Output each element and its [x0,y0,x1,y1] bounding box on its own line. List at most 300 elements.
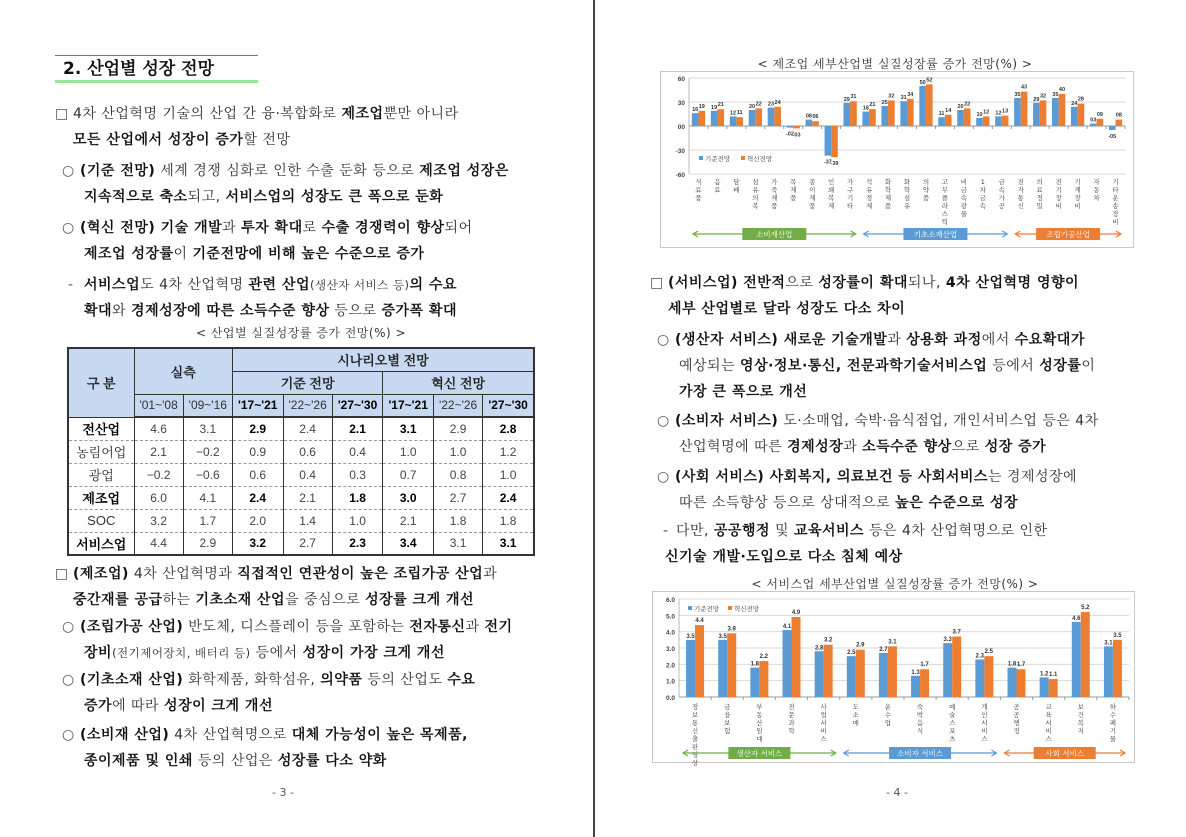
category-label: 화 [884,178,892,186]
period-header: '17~'21 [232,394,283,417]
category-label: 무 [941,186,949,194]
category-label: 신 [691,727,699,735]
category-label: 타 [846,202,854,210]
bar-value-label: 2.9 [856,642,865,649]
bar-value-label: 43 [1020,84,1028,91]
y-tick-label: 4.0 [665,629,675,637]
bar-baseline [1033,103,1040,126]
category-label: 장 [1112,210,1119,218]
category-label: 품 [771,202,778,210]
table-cell: 0.7 [383,463,434,486]
bar-value-label: 14 [945,107,952,114]
category-label: 의 [752,194,759,202]
category-label: 부 [756,703,763,711]
bar-value-label: 4.4 [695,618,704,625]
category-label: 제 [865,202,873,210]
circle-bullet-icon: ○ [62,220,75,236]
table-cell: 2.1 [134,440,183,463]
category-label: 품 [790,194,797,202]
header-actual: 실측 [134,348,232,394]
category-label: 소 [852,711,859,719]
bar-innovation [755,108,762,126]
category-label: 제 [790,186,797,194]
bar-baseline [730,116,737,126]
paragraph-materials: ○ (기초소재 산업) 화학제품, 화학섬유, 의약품 등의 산업도 수요 증가에 따라 성장이 크게 개선 [62,667,542,719]
bar-value-label: 1.8 [1007,661,1017,668]
bar-baseline [847,656,856,697]
bar-baseline [749,110,756,126]
category-label: 비 [1074,202,1081,210]
category-label: 물 [960,210,968,218]
period-header: '01~'08 [134,394,183,417]
paragraph-public-education-note: - 다만, 공공행정 및 교육서비스 등은 4차 산업혁명으로 인한 신기술 개발·도입으로 다소 침체 예상 [663,518,1138,570]
bar-value-label: 3.1 [1104,640,1113,647]
category-label: 화 [903,178,911,186]
table-cell: −0.6 [183,463,232,486]
bar-value-label: -37 [823,159,832,166]
bar-baseline [911,676,920,697]
bar-innovation [727,633,736,697]
category-label: 전 [788,703,795,711]
category-label: 섬 [752,178,759,186]
row-label: 제조업 [68,486,134,509]
table-cell: 2.7 [433,486,482,509]
bar-value-label: 35 [1052,92,1059,98]
category-label: 제 [771,194,778,202]
category-label: 신 [1017,202,1024,210]
paragraph-consumer-goods: ○ (소비재 산업) 4차 산업혁명으로 대체 가능성이 높은 목제품, 종이제품 및 인쇄 등의 산업은 성장률 다소 약화 [62,722,542,774]
category-label: 과 [788,719,795,727]
bar-innovation [824,645,833,697]
category-label: 제 [884,194,892,202]
category-label: 금 [960,186,968,194]
bar-value-label: 13 [1002,108,1009,115]
category-label: 장 [1074,194,1081,202]
page-number: - 3 - [272,786,294,799]
category-label: 육 [1045,711,1052,719]
bar-innovation [920,669,929,697]
bar-innovation [812,121,819,126]
legend-label: 기준전망 [705,155,731,163]
table-cell: −0.2 [134,463,183,486]
table-cell: −0.2 [183,440,232,463]
category-label: 약 [922,186,930,194]
category-label: 비 [1112,218,1119,226]
category-label: 건 [1077,711,1084,719]
bar-baseline [976,118,983,126]
bar-baseline [768,108,775,126]
category-label: 품 [809,202,816,210]
category-label: 비 [1045,727,1052,735]
category-label: 쇄 [828,186,835,194]
bar-value-label: 11 [736,110,743,117]
legend-label: 혁신전망 [734,605,760,613]
category-label: 서 [981,719,988,727]
bar-value-label: 06 [812,114,819,121]
category-label: 임 [756,727,763,735]
table-cell: 3.1 [433,532,482,555]
category-label: 자 [1017,186,1024,194]
bar-baseline [957,110,964,126]
bar-value-label: 09 [1096,111,1103,118]
table-row [68,417,534,440]
table-cell: 2.8 [483,417,534,440]
category-label: 보 [1077,703,1084,711]
bar-innovation [1081,612,1090,697]
bar-value-label: 25 [881,100,888,106]
bar-innovation [1059,94,1066,126]
bar-baseline [1109,126,1116,130]
category-label: 스 [941,210,949,218]
category-label: 금 [724,703,731,711]
table-row [68,509,534,532]
category-label: 비 [960,178,968,186]
paragraph-assembly: ○ (조립가공 산업) 반도체, 디스플레이 등을 포함하는 전자통신과 전기 장비(전기제어장치, 배터리 등) 등에서 성장이 가장 크게 개선 [62,614,542,666]
bar-value-label: 2.7 [879,646,888,653]
bar-innovation [945,115,952,126]
bar-value-label: 24 [774,99,781,106]
y-tick-label: 0.0 [665,695,675,702]
table-cell: 1.7 [183,509,232,532]
paragraph-social-services: ○ (사회 서비스) 사회복지, 의료보건 등 사회서비스는 경제성장에 따른 소득향상 등으로 상대적으로 높은 수준으로 성장 [657,464,1137,516]
dash-bullet-icon: - [663,523,669,539]
table-cell: 0.4 [283,463,332,486]
table-cell: 1.8 [433,509,482,532]
y-tick-label: 5.0 [665,613,675,621]
category-label: 제 [809,194,816,202]
page-4 [595,0,1186,837]
bar-value-label: 20 [957,104,964,110]
bar-baseline [900,101,907,126]
bar-baseline [879,653,888,697]
bar-baseline [995,116,1002,126]
group-label: 기초소재산업 [913,230,958,239]
bar-value-label: 29 [843,96,850,103]
category-label: 송 [1112,202,1119,210]
bar-value-label: 21 [869,102,876,109]
category-label: 보 [724,719,731,727]
y-tick-label: -60 [675,172,685,179]
category-label: 포 [949,727,956,735]
bar-baseline [787,126,794,128]
bar-innovation [850,101,857,126]
bar-innovation [952,637,961,697]
category-label: 서 [1045,719,1052,727]
table-cell: 2.1 [283,486,332,509]
category-label: 매 [852,719,859,727]
category-label: 업 [884,719,892,727]
bar-baseline [938,117,945,126]
category-label: 전 [1017,178,1024,186]
row-label: 광업 [68,463,134,486]
y-tick-label: 1.0 [665,678,675,686]
category-label: 개 [981,703,988,711]
bar-baseline [1104,646,1113,697]
category-label: 인 [828,178,835,186]
bar-innovation [1017,669,1026,697]
category-label: 자 [1093,178,1100,186]
category-label: 차 [979,186,986,194]
period-header: '17~'21 [383,394,434,417]
bar-value-label: 50 [919,80,926,86]
bar-value-label: 35 [1014,92,1021,98]
category-label: 료 [695,186,702,194]
bar-innovation [774,107,781,126]
bar-innovation [1002,116,1009,126]
paragraph-manufacturing: □ (제조업) 4차 산업혁명과 직접적인 연관성이 높은 조립가공 산업과 중간재를 공급하는 기초소재 산업을 중심으로 성장률 크게 개선 [55,561,545,613]
paragraph-baseline-outlook: ○ (기준 전망) 세계 경쟁 심화로 인한 수출 둔화 등으로 제조업 성장은 지속적으로 축소되고, 서비스업의 성장도 큰 폭으로 둔화 [62,158,542,210]
bar-value-label: 1.7 [920,662,929,669]
table-row [68,532,534,555]
bar-baseline [881,106,888,126]
category-label: 츠 [949,735,956,743]
category-label: 차 [1093,194,1100,202]
bar-value-label: 23 [767,101,775,108]
category-label: 배 [733,186,740,194]
bar-value-label: 11 [938,111,945,118]
category-label: 동 [1093,186,1100,194]
bar-innovation [907,99,914,126]
category-label: 종 [809,178,816,186]
chart2-caption: < 서비스업 세부산업별 실질성장률 증가 전망(%) > [751,577,1039,591]
table-cell: 0.4 [332,440,383,463]
y-tick-label: 30 [677,100,685,107]
bar-value-label: 2.2 [759,654,769,661]
bar-value-label: 1.2 [1039,671,1049,678]
bar-value-label: 31 [900,95,907,102]
category-label: 공 [1013,703,1020,711]
paragraph-services: □ (서비스업) 전반적으로 성장률이 확대되나, 4차 산업혁명 영향이 세부 산업별로 달라 성장도 다소 차이 [650,270,1140,322]
category-label: 영 [691,751,699,759]
period-header: '27~'30 [483,394,534,417]
category-label: 숙 [916,703,924,711]
bar-value-label: 08 [805,113,812,120]
category-label: 장 [1055,194,1062,202]
legend-label: 혁신전망 [747,155,773,163]
bar-value-label: 19 [698,103,705,110]
bar-value-label: 1.8 [750,661,760,668]
bar-value-label: 24 [1071,100,1078,107]
table-cell: 6.0 [134,486,183,509]
bar-innovation [984,656,993,697]
bar-value-label: 10 [976,112,983,118]
bar-baseline [1014,98,1021,126]
category-label: 품 [884,202,892,210]
bar-value-label: 29 [1033,96,1040,103]
bar-value-label: 1.1 [1048,672,1058,679]
square-bullet-icon: □ [55,566,69,582]
category-label: 밀 [1036,202,1043,210]
table-cell: 1.8 [332,486,383,509]
category-label: 음 [916,719,924,727]
manufacturing-chart [660,71,1134,248]
bar-baseline [1008,668,1017,697]
category-label: 복 [752,202,759,210]
manufacturing-bar-chart [661,72,1133,247]
bar-value-label: 12 [730,110,737,117]
bar-value-label: 40 [1058,87,1066,93]
category-label: 수 [1109,711,1117,719]
category-label: 담 [733,178,740,186]
group-label: 소비재산업 [756,230,793,239]
bar-value-label: 20 [748,104,756,110]
category-label: 료 [714,186,721,194]
bar-value-label: 5.2 [1081,605,1090,612]
page-number: - 4 - [886,786,908,799]
bar-value-label: 03 [1090,117,1097,124]
bar-value-label: 3.7 [952,629,961,636]
category-label: 학 [884,186,892,194]
table-cell: 1.8 [483,509,534,532]
table-cell: 2.1 [383,509,434,532]
category-label: 유 [865,186,873,194]
category-label: 예 [949,703,956,711]
category-label: 대 [756,735,763,743]
category-label: 비 [1055,202,1062,210]
category-label: 계 [1074,186,1081,194]
category-label: 음 [714,178,721,186]
bar-value-label: 4.6 [1072,615,1081,622]
table-cell: 0.6 [232,463,283,486]
y-tick-label: 00 [677,124,685,131]
table-cell: 2.4 [283,417,332,440]
category-label: 석 [865,178,873,186]
bar-value-label: 3.2 [823,637,833,644]
row-label: 서비스업 [68,532,134,555]
table-cell: 1.0 [433,440,482,463]
bar-value-label: 28 [1077,96,1084,103]
category-label: 교 [1045,703,1052,711]
category-label: 통 [1017,194,1024,202]
section-title: 2. 산업별 성장 전망 [55,55,258,83]
bar-innovation [1021,92,1028,126]
category-label: 출 [691,735,699,743]
header-innovation: 혁신 전망 [383,371,534,394]
bar-value-label: 21 [717,102,724,109]
bar-value-label: 1.3 [911,669,920,676]
category-label: 가 [771,178,778,186]
chart1-caption: < 제조업 세부산업별 실질성장률 증가 전망(%) > [757,57,1033,71]
bar-innovation [926,84,933,126]
category-label: 속 [960,194,968,202]
category-label: 서 [820,719,827,727]
bar-baseline [718,640,727,697]
period-header: '09~'16 [183,394,232,417]
bar-value-label: 4.9 [791,609,801,616]
table-cell: 4.1 [183,486,232,509]
bar-value-label: 3.5 [718,633,727,640]
table-cell: 3.0 [383,486,434,509]
square-bullet-icon: □ [650,275,664,291]
bar-value-label: 16 [692,107,699,114]
category-label: 식 [916,727,924,735]
category-label: 비 [820,727,827,735]
bar-value-label: 3.9 [727,626,736,633]
group-label: 조립가공산업 [1046,230,1090,239]
bar-value-label: 12 [983,109,990,116]
category-label: 업 [820,711,827,719]
bar-value-label: 3.5 [686,633,695,640]
period-header: '27~'30 [332,394,383,417]
y-tick-label: 60 [677,76,685,83]
header-category: 구 분 [68,348,134,417]
category-label: 금 [979,194,986,202]
table-cell: 0.9 [232,440,283,463]
circle-bullet-icon: ○ [657,413,670,429]
growth-table [67,347,535,556]
bar-innovation [888,646,897,697]
category-label: 속 [998,186,1005,194]
row-label: SOC [68,509,134,532]
legend-swatch [688,606,692,610]
category-label: 유 [752,186,759,194]
table-cell: 4.6 [134,417,183,440]
bar-value-label: 22 [964,101,971,108]
category-label: 운 [1112,194,1119,202]
bar-value-label: -02 [785,131,794,138]
category-label: 가 [846,178,854,186]
bar-value-label: 19 [711,104,718,111]
category-label: 술 [949,711,956,719]
category-label: 융 [724,711,731,719]
category-label: 복 [828,194,835,202]
table-cell: 2.9 [433,417,482,440]
circle-bullet-icon: ○ [62,672,75,688]
bar-baseline [919,86,926,126]
table-row [68,463,534,486]
table-cell: 3.1 [383,417,434,440]
bar-innovation [983,116,990,126]
category-label: 스 [820,735,827,743]
table-cell: 2.0 [232,509,283,532]
bar-innovation [793,126,800,128]
category-label: 기 [1055,186,1062,194]
bar-innovation [1097,119,1104,126]
bar-value-label: 3.1 [888,639,897,646]
category-label: 정 [691,703,699,711]
category-label: 문 [788,711,795,719]
bar-value-label: 32 [1039,93,1047,100]
category-label: 품 [695,194,702,202]
category-label: 속 [979,202,986,210]
bar-baseline [943,643,952,697]
paragraph-innovation-outlook: ○ (혁신 전망) 기술 개발과 투자 확대로 수출 경쟁력이 향상되어 제조업 성장률이 기준전망에 비해 높은 수준으로 증가 [62,215,542,267]
category-label: 죽 [771,186,778,194]
bar-innovation [856,650,865,697]
category-label: 목 [790,178,797,186]
category-label: 상 [691,759,699,767]
category-label: 금 [998,178,1005,186]
category-label: 인 [981,711,988,719]
bar-value-label: 3.3 [943,637,952,644]
category-label: 품 [922,194,930,202]
period-header: '22~'26 [283,394,332,417]
bar-baseline [783,630,792,697]
bar-baseline [843,103,850,126]
legend-swatch [741,156,745,160]
services-bar-chart [653,592,1134,767]
bar-baseline [862,112,869,126]
category-label: 지 [1077,727,1084,735]
paragraph-producer-services: ○ (생산자 서비스) 새로운 기술개발과 상용화 과정에서 수요확대가 예상되는 영상·정보·통신, 전문과학기술서비스업 등에서 성장률이 가장 큰 폭으로 개선 [657,327,1137,405]
bar-value-label: 2.5 [984,649,994,656]
bar-innovation [1116,120,1123,126]
category-label: 의 [922,178,930,186]
category-label: 의 [1036,178,1043,186]
table-cell: 1.0 [383,440,434,463]
category-label: 복 [1077,719,1084,727]
bar-innovation [1049,679,1058,697]
